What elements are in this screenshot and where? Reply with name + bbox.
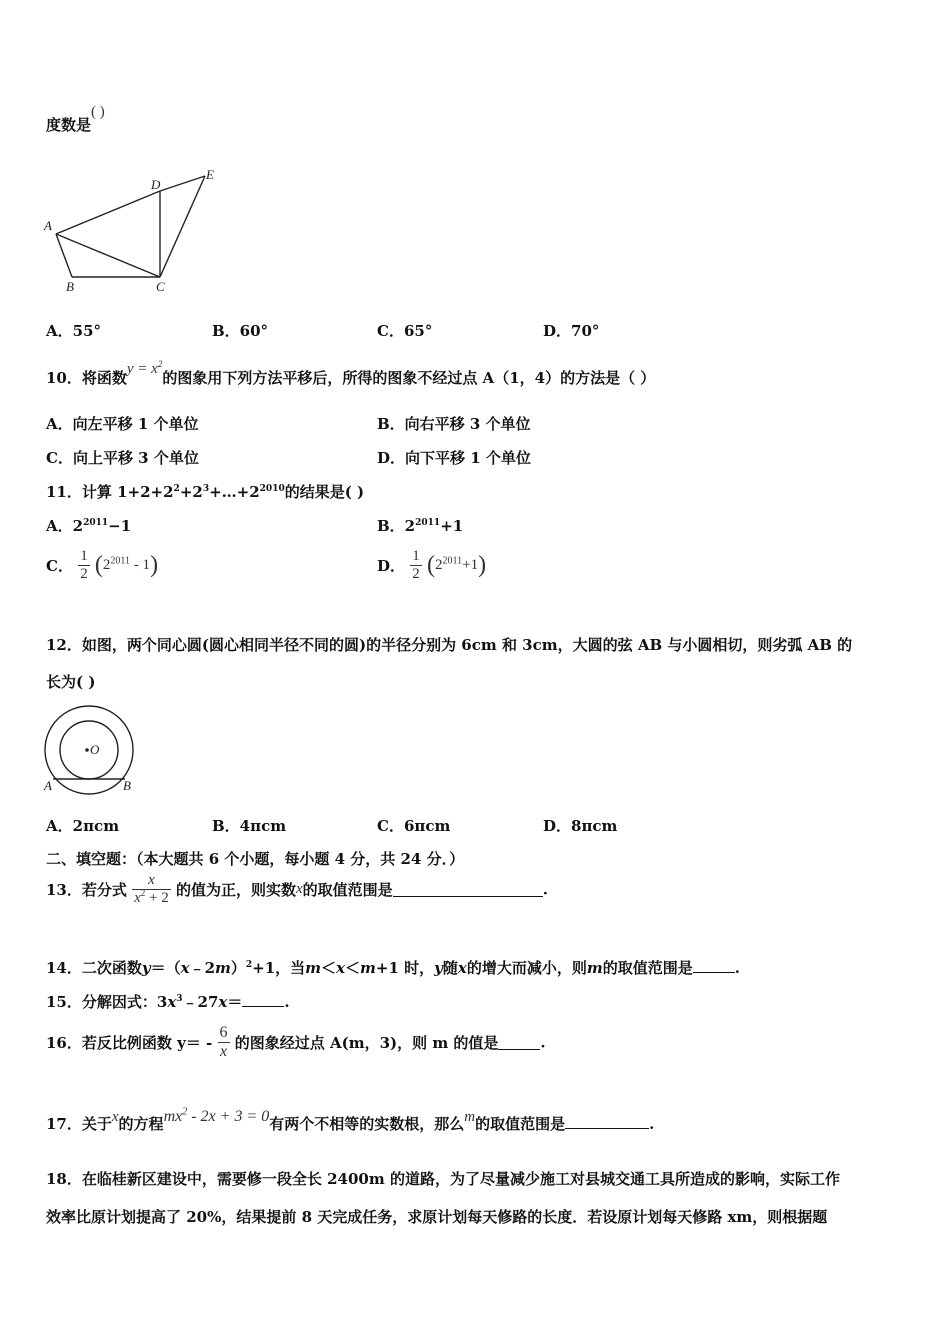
q9-label-d: D: [151, 177, 161, 192]
q17-equation: $mx^2 - 2x + 3 = 0$: [163, 1106, 270, 1125]
q12-line1: 12．如图，两个同心圆(圆心相同半径不同的圆)的半径分别为 6cm 和 3cm，大圆的弦 AB 与小圆相切，则劣弧 AB 的: [46, 636, 853, 654]
q9-option-c: C．65°: [377, 322, 433, 340]
q13-fraction: $\frac{x}{x^2 + 2}$: [134, 872, 169, 906]
q9-tail-text: 度数是: [46, 116, 92, 134]
q11-c-half: $\frac{1}{2}$: [80, 548, 88, 582]
q11-option-b: B．$2^{2011}+1$: [377, 517, 464, 535]
q10-option-b: B．向右平移 3 个单位: [377, 415, 531, 433]
q13-prompt: 13．若分式 $\frac{x}{x^2 + 2}$ 的值为正，则实数x的取值范围是 .: [46, 872, 548, 906]
q14-answer-blank[interactable]: [693, 958, 735, 973]
q18-line2: 效率比原计划提高了 20%，结果提前 8 天完成任务，求原计划每天修路的长度．若设原计划每天修路 xm，则根据题: [46, 1208, 828, 1226]
q11-option-a: A．$2^{2011}-1$: [46, 517, 132, 535]
q12-option-b: B．4πcm: [212, 817, 287, 835]
q10-option-c: C．向上平移 3 个单位: [46, 449, 199, 467]
q17-answer-blank[interactable]: [565, 1114, 649, 1129]
q16-prompt: 16．若反比例函数 y＝ - $\frac{6}{x}$ 的图象经过点 A(m，3)，则 m 的值是 .: [46, 1024, 546, 1060]
q12-option-d: D．8πcm: [543, 817, 618, 835]
q10-prompt: [46, 359, 656, 388]
q12-label-a: A: [44, 778, 52, 793]
q10-option-d: D．向下平移 1 个单位: [377, 449, 531, 467]
q9-paren: ( ): [91, 104, 105, 120]
q11-option-d: D． $\frac{1}{2}$ $(2^{2011}+1)$: [377, 548, 487, 582]
q11-d-half: $\frac{1}{2}$: [412, 548, 420, 582]
q9-option-d: D．70°: [543, 322, 600, 340]
q11-prompt: 11．计算 $1+2+2^2+2^3+\dots+2^{2010}$的结果是( ): [46, 483, 365, 501]
q12-option-a: A．2πcm: [46, 817, 120, 835]
q9-label-e: E: [206, 167, 214, 182]
q18-line1: 18．在临桂新区建设中，需要修一段全长 2400m 的道路，为了尽量减少施工对县城交通工具所造成的影响，实际工作: [46, 1170, 840, 1188]
q17-prompt: 17．关于x的方程$mx^2 - 2x + 3 = 0$有两个不相等的实数根，那么m的取值范围是 .: [46, 1106, 655, 1133]
q12-label-o: O: [90, 742, 100, 757]
q16-answer-blank[interactable]: [498, 1035, 540, 1050]
q15-answer-blank[interactable]: [242, 992, 284, 1007]
q11-option-c: C． $\frac{1}{2}$ $(2^{2011} - 1)$: [46, 548, 159, 582]
section-2-header: 二、填空题：（本大题共 6 个小题，每小题 4 分，共 24 分．）: [46, 850, 465, 868]
q10-function: $y = x^2$: [126, 359, 163, 377]
q9-option-a: A．55°: [46, 322, 102, 340]
q10-post: 的图象用下列方法平移后，所得的图象不经过点 A（1，4）的方法是（ ）: [162, 369, 656, 387]
q12-line2: 长为( ): [46, 673, 96, 691]
q12-option-c: C．6πcm: [377, 817, 451, 835]
q9-label-c: C: [156, 279, 165, 294]
q10-pre: 将函数: [81, 369, 127, 387]
q13-answer-blank[interactable]: [393, 882, 543, 897]
q9-label-b: B: [66, 279, 74, 294]
q14-prompt: 14．二次函数y＝（x﹣2m）$^2$+1，当m＜x＜m+1 时，y随x的增大而减小，则m的取值范围是 .: [46, 959, 740, 977]
q12-label-b: B: [123, 778, 131, 793]
q10-option-a: A．向左平移 1 个单位: [46, 415, 199, 433]
q9-prompt-tail: [46, 104, 105, 135]
q9-label-a: A: [44, 218, 52, 233]
q15-prompt: 15．分解因式：$3x^3﹣27x=$ .: [46, 993, 290, 1011]
q10-number: 10．: [46, 369, 82, 387]
q9-figure: [40, 164, 230, 298]
q16-fraction: $\frac{6}{x}$: [219, 1024, 228, 1060]
q9-option-b: B．60°: [212, 322, 269, 340]
q12-figure: [40, 704, 144, 796]
